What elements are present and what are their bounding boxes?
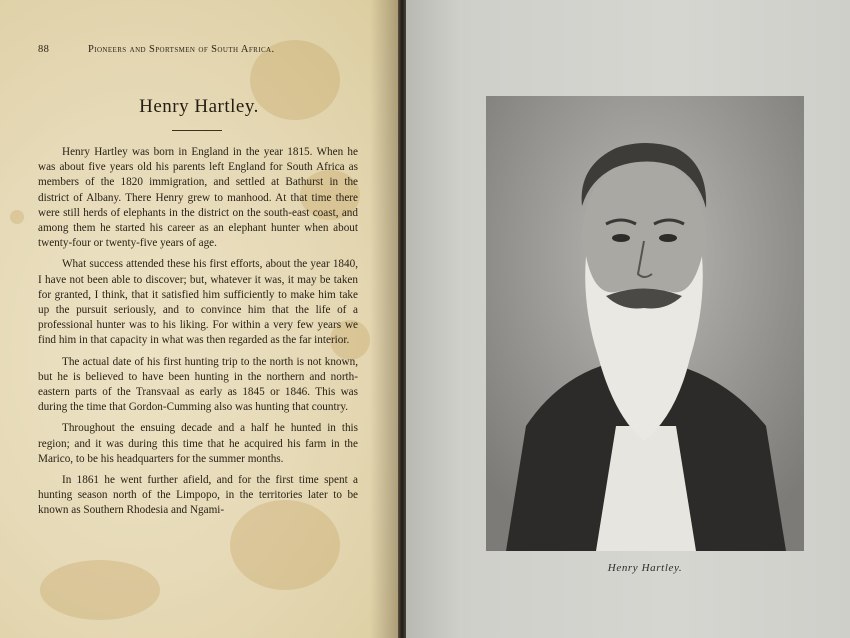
foxing-stain [10,210,24,224]
body-text [38,145,358,525]
paragraph: In 1861 he went further afield, and for the first time spent a hunting season north of the Limpopo, in the territories later to be known as Southern Rhodesia and Ngami- [38,474,358,517]
portrait-photograph [486,96,804,551]
paragraph: Henry Hartley was born in England in the year 1815. When he was about five years old his parents left England for South Africa as members of the 1820 immigration, and settled at Bathurst in the district of Albany. There Henry grew to manhood. At that time there were still herds of elephants in the district on the south-east coast, and among them he started his career as an elephant hunter when about twenty-four or twenty-five years of age. [38,146,358,250]
chapter-title: Henry Hartley. [139,96,259,117]
foxing-stain [40,560,160,620]
running-head: Pioneers and Sportsmen of South Africa. [88,44,275,55]
paragraph: What success attended these his first efforts, about the year 1840, I have not been able to discover; but, whatever it was, it may be taken for granted, I think, that it satisfied him sufficiently to make him take up the pursuit seriously, and to convince him that the life of a professional hunter was to his liking. For within a very few years we find him in that capacity in what was then regarded as the far interior. [38,258,358,347]
book-gutter [398,0,406,638]
photo-caption: Henry Hartley. [607,562,683,574]
title-rule [172,130,222,131]
paragraph: The actual date of his first hunting trip to the north is not known, but he is believed to have been hunting in the northern and north-eastern parts of the Transvaal as early as 1845 or 1846. This was during the time that Gordon-Cumming also was hunting that country. [38,355,358,414]
page-number: 88 [38,44,50,55]
paragraph: Throughout the ensuing decade and a half he hunted in this region; and it was during this time that he acquired his farm in the Marico, to be his headquarters for the summer months. [38,422,358,465]
left-page [0,0,398,638]
